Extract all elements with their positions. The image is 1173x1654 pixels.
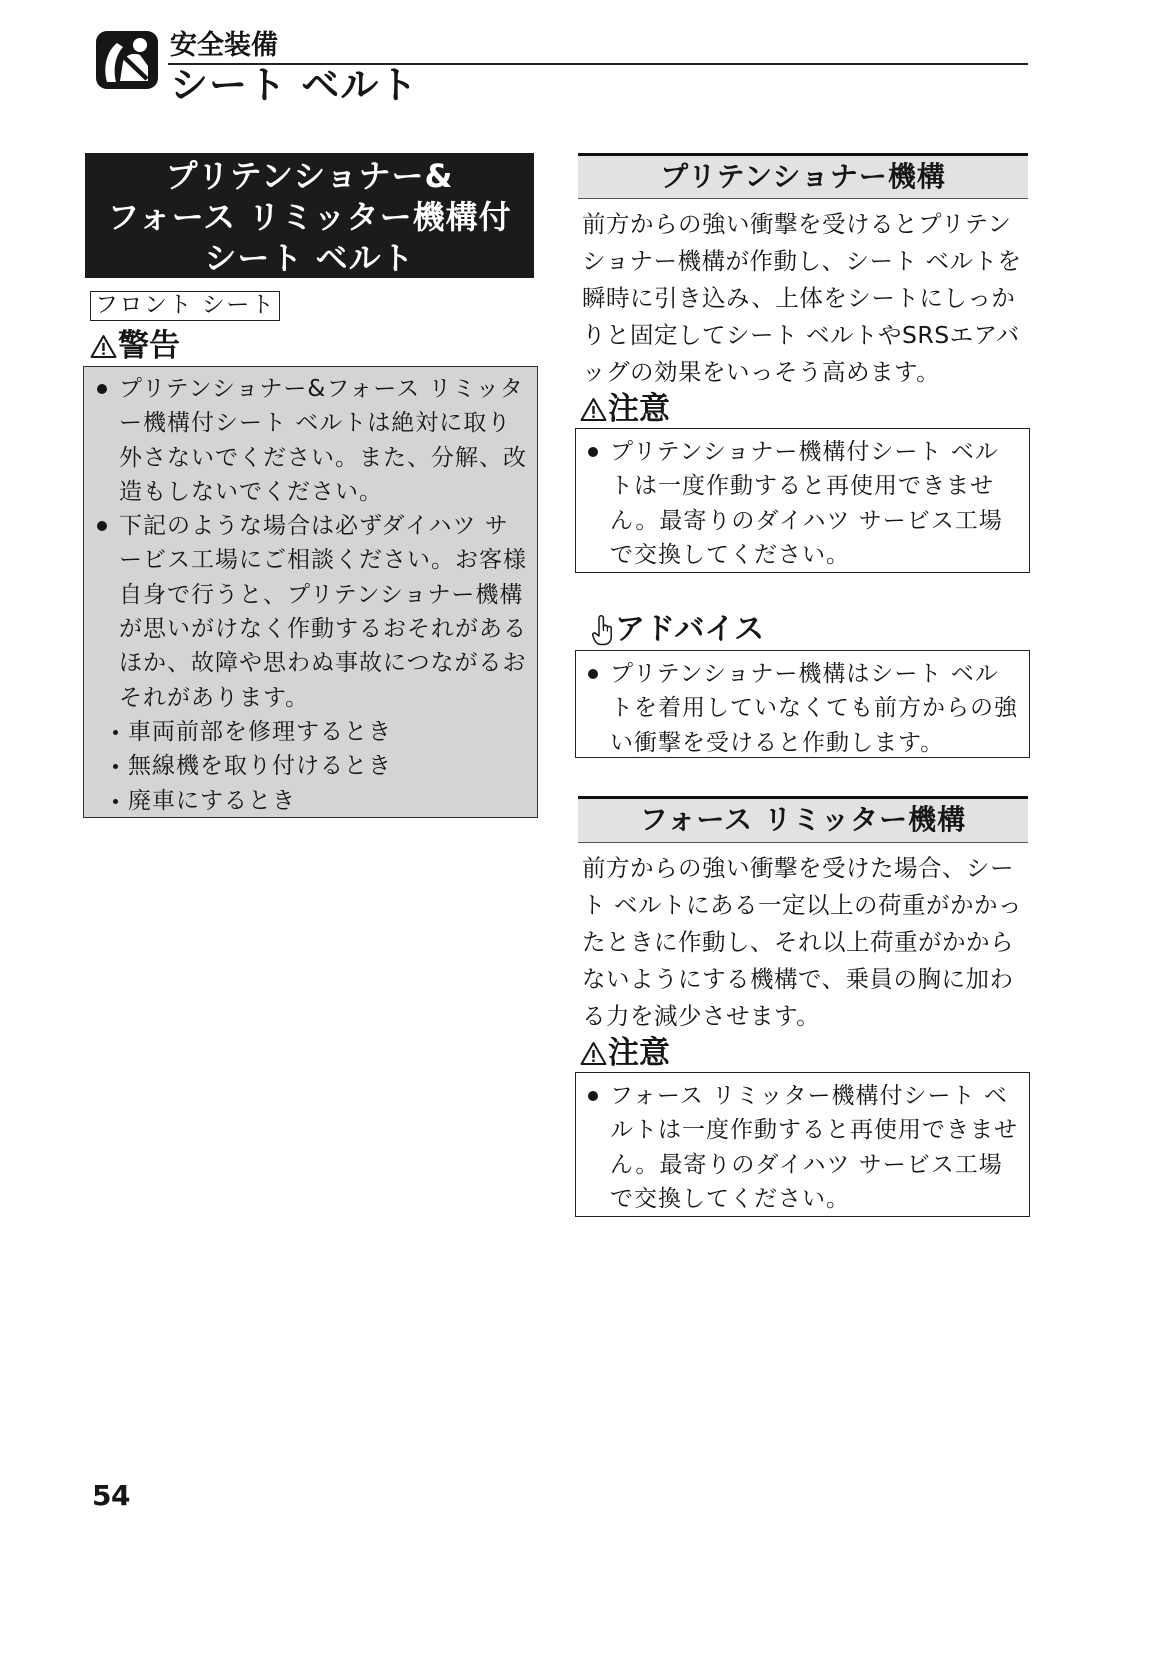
paragraph-line: ショナー機構が作動し、シート ベルトを: [582, 247, 1022, 275]
caution-item-line: ん。最寄りのダイハツ サービス工場: [610, 507, 1003, 534]
warning-heading-label: 警告: [118, 328, 180, 364]
bullet-marker: [97, 384, 107, 394]
warning-item-line: ー機構付シート ベルトは絶対に取り: [119, 410, 512, 437]
page-number: 54: [92, 1479, 130, 1512]
warning-sub-item: [128, 715, 537, 749]
paragraph-line: ト ベルトにある一定以上の荷重がかかっ: [582, 891, 1022, 919]
caution-heading: [580, 392, 670, 426]
caution-box: [575, 428, 1030, 573]
caution-heading: [580, 1036, 670, 1070]
warning-item-line: それがあります。: [119, 684, 310, 711]
pointing-hand-icon: [591, 614, 613, 646]
warning-item-line: 造もしないでください。: [119, 478, 383, 505]
caution-heading-label: 注意: [608, 391, 670, 427]
caution-item: [610, 1079, 1029, 1216]
advice-box: [575, 650, 1030, 758]
paragraph-line: る力を減少させます。: [582, 1002, 821, 1030]
paragraph-line: 前方からの強い衝撃を受けた場合、シー: [582, 854, 1014, 882]
force-limiter-description: [582, 850, 1022, 1035]
caution-item-line: ルトは一度作動すると再使用できませ: [610, 1117, 1018, 1144]
sub-bullet-marker: [113, 799, 118, 804]
sub-bullet-marker: [113, 764, 118, 769]
pretensioner-description: [582, 206, 1022, 391]
feature-title-line: プリテンショナー&: [165, 157, 454, 195]
warning-box: [83, 366, 538, 818]
warning-item-line: ービス工場にご相談ください。お客様: [119, 547, 527, 574]
page-title: シート ベルト: [170, 63, 419, 107]
section-category: 安全装備: [170, 30, 278, 61]
section-heading-pretensioner: プリテンショナー機構: [578, 153, 1028, 199]
paragraph-line: 瞬時に引き込み、上体をシートにしっか: [582, 284, 1016, 312]
bullet-marker: [97, 521, 107, 531]
caution-item-line: ん。最寄りのダイハツ サービス工場: [610, 1151, 1003, 1178]
warning-triangle-icon: [580, 397, 607, 422]
caution-item-line: で交換してください。: [610, 1185, 850, 1212]
warning-item-line: 自身で行うと、プリテンショナー機構: [119, 581, 524, 608]
bullet-marker: [588, 447, 598, 457]
warning-sub-item-label: 廃車にするとき: [128, 787, 296, 814]
advice-item-line: い衝撃を受けると作動します。: [610, 729, 945, 756]
advice-item: [610, 657, 1029, 760]
caution-item-line: プリテンショナー機構付シート ベル: [610, 439, 999, 465]
sub-bullet-marker: [113, 730, 118, 735]
caution-item-line: で交換してください。: [610, 541, 850, 568]
warning-item-line: ほか、故障や思わぬ事故につながるお: [119, 650, 527, 677]
bullet-marker: [588, 1091, 598, 1101]
caution-item-line: フォース リミッター機構付シート ベ: [610, 1083, 1008, 1109]
warning-item: [119, 372, 537, 509]
paragraph-line: ッグの効果をいっそう高めます。: [582, 358, 941, 386]
warning-item-line: 下記のような場合は必ずダイハツ サ: [119, 513, 509, 540]
advice-item-line: トを着用していなくても前方からの強: [610, 695, 1018, 722]
warning-sub-item-label: 無線機を取り付けるとき: [128, 753, 392, 780]
warning-triangle-icon: [90, 334, 117, 359]
warning-sub-item: [128, 784, 537, 818]
advice-item-line: プリテンショナー機構はシート ベル: [610, 661, 999, 687]
advice-heading: [591, 613, 764, 647]
warning-heading: [90, 329, 180, 363]
paragraph-line: たときに作動し、それ以上荷重がかから: [582, 928, 1014, 956]
paragraph-line: 前方からの強い衝撃を受けるとプリテン: [582, 210, 1012, 238]
seatbelt-icon: [95, 30, 159, 90]
caution-heading-label: 注意: [608, 1035, 670, 1071]
paragraph-line: ないようにする機構で、乗員の胸に加わ: [582, 965, 1014, 993]
feature-title-line: シート ベルト: [204, 239, 415, 277]
feature-title-box: [85, 153, 534, 278]
warning-item: [119, 509, 537, 715]
warning-triangle-icon: [580, 1041, 607, 1066]
warning-sub-item: [128, 749, 537, 783]
caution-item-line: トは一度作動すると再使用できませ: [610, 473, 994, 500]
seat-position-label: フロント シート: [90, 291, 280, 321]
bullet-marker: [588, 669, 598, 679]
feature-title-line: フォース リミッター機構付: [107, 198, 512, 236]
warning-sub-item-label: 車両前部を修理するとき: [128, 718, 392, 745]
paragraph-line: りと固定してシート ベルトやSRSエアバ: [582, 321, 1020, 349]
advice-heading-label: アドバイス: [615, 612, 765, 647]
caution-item: [610, 435, 1029, 572]
warning-item-line: 外さないでください。また、分解、改: [119, 444, 527, 471]
warning-item-line: プリテンショナー&フォース リミッタ: [119, 376, 524, 402]
caution-box: [575, 1072, 1030, 1217]
warning-item-line: が思いがけなく作動するおそれがある: [119, 616, 527, 643]
section-heading-force-limiter: フォース リミッター機構: [578, 796, 1028, 843]
